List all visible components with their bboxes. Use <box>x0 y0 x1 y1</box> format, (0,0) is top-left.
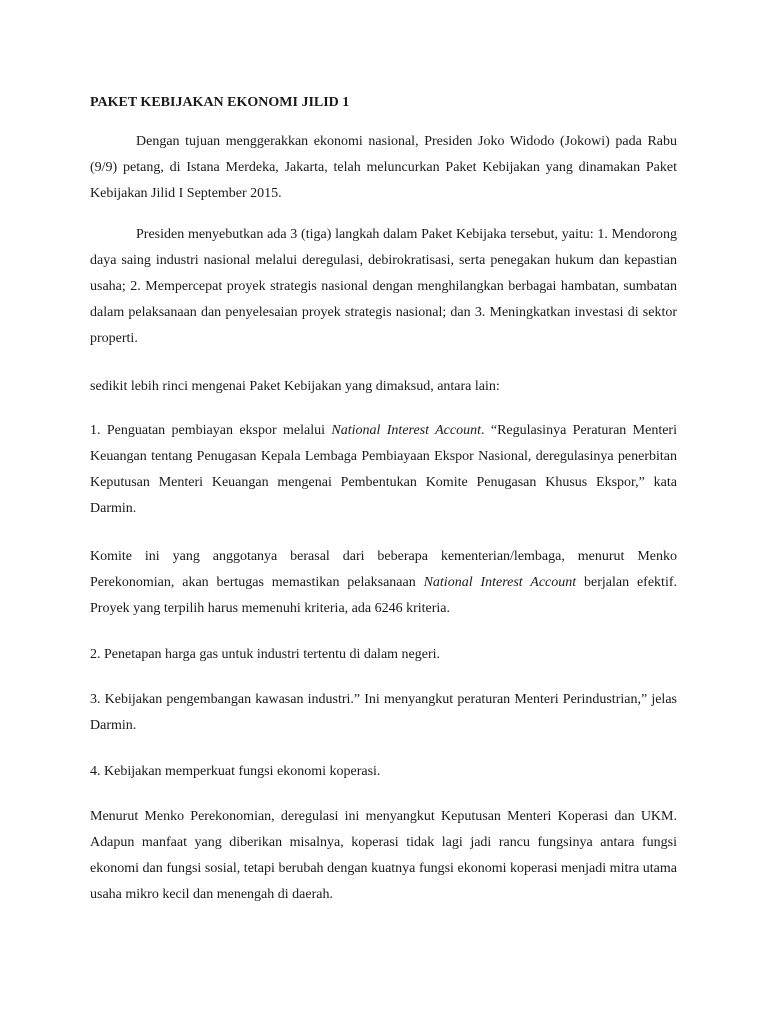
committee-text-c: berjalan efektif. Proyek yang terpilih harus memenuhi kriteria, ada 6246 kriteria. <box>90 575 678 616</box>
policy-item-1-text-a: 1. Penguatan pembiayan ekspor melalui <box>90 423 332 438</box>
committee-italic: National Interest Account <box>423 575 577 590</box>
committee-paragraph <box>90 544 677 622</box>
policy-item-1-text-c: . “Regulasinya Peraturan Menteri Keuangan tentang Penugasan Kepala Lembaga Pembiayaan Ekspor Nasional, deregulasinya penerbitan Keputusan Menteri Keuangan mengenai Pembentukan Komite Penugasan Khusus Ekspor,” kata Darmin. <box>90 423 677 516</box>
document-title: PAKET KEBIJAKAN EKONOMI JILID 1 <box>90 95 350 110</box>
committee-text-a: Komite ini yang anggotanya berasal dari beberapa kementerian/lembaga, menurut Menko Perekonomian, akan bertugas memastikan pelaksanaan <box>90 549 677 590</box>
policy-item-4: 4. Kebijakan memperkuat fungsi ekonomi koperasi. <box>90 764 381 779</box>
policy-item-1-italic: National Interest Account <box>331 423 481 438</box>
policy-item-1 <box>90 418 677 522</box>
cooperative-paragraph: Menurut Menko Perekonomian, deregulasi ini menyangkut Keputusan Menteri Koperasi dan UKM. Adapun manfaat yang diberikan misalnya, koperasi tidak lagi jadi rancu fungsinya antara fungsi ekonomi dan fungsi sosial, tetapi berubah dengan kuatnya fungsi ekonomi koperasi menjadi mitra utama usaha mikro kecil dan menengah di daerah. <box>90 809 677 902</box>
steps-paragraph: Presiden menyebutkan ada 3 (tiga) langkah dalam Paket Kebijaka tersebut, yaitu: 1. Mendorong daya saing industri nasional melalui deregulasi, debirokratisasi, serta penegakan hukum dan kepastian usaha; 2. Mempercepat proyek strategis nasional dengan menghilangkan berbagai hambatan, sumbatan dalam pelaksanaan dan penyelesaian proyek strategis nasional; dan 3. Meningkatkan investasi di sektor properti. <box>90 227 677 346</box>
policy-item-3: 3. Kebijakan pengembangan kawasan industri.” Ini menyangkut peraturan Menteri Perindustrian,” jelas Darmin. <box>90 692 677 733</box>
policy-item-2: 2. Penetapan harga gas untuk industri tertentu di dalam negeri. <box>90 647 441 662</box>
intro-paragraph: Dengan tujuan menggerakkan ekonomi nasional, Presiden Joko Widodo (Jokowi) pada Rabu (9/9) petang, di Istana Merdeka, Jakarta, telah meluncurkan Paket Kebijakan yang dinamakan Paket Kebijakan Jilid I September 2015. <box>90 134 677 201</box>
details-intro-paragraph: sedikit lebih rinci mengenai Paket Kebijakan yang dimaksud, antara lain: <box>90 379 500 394</box>
